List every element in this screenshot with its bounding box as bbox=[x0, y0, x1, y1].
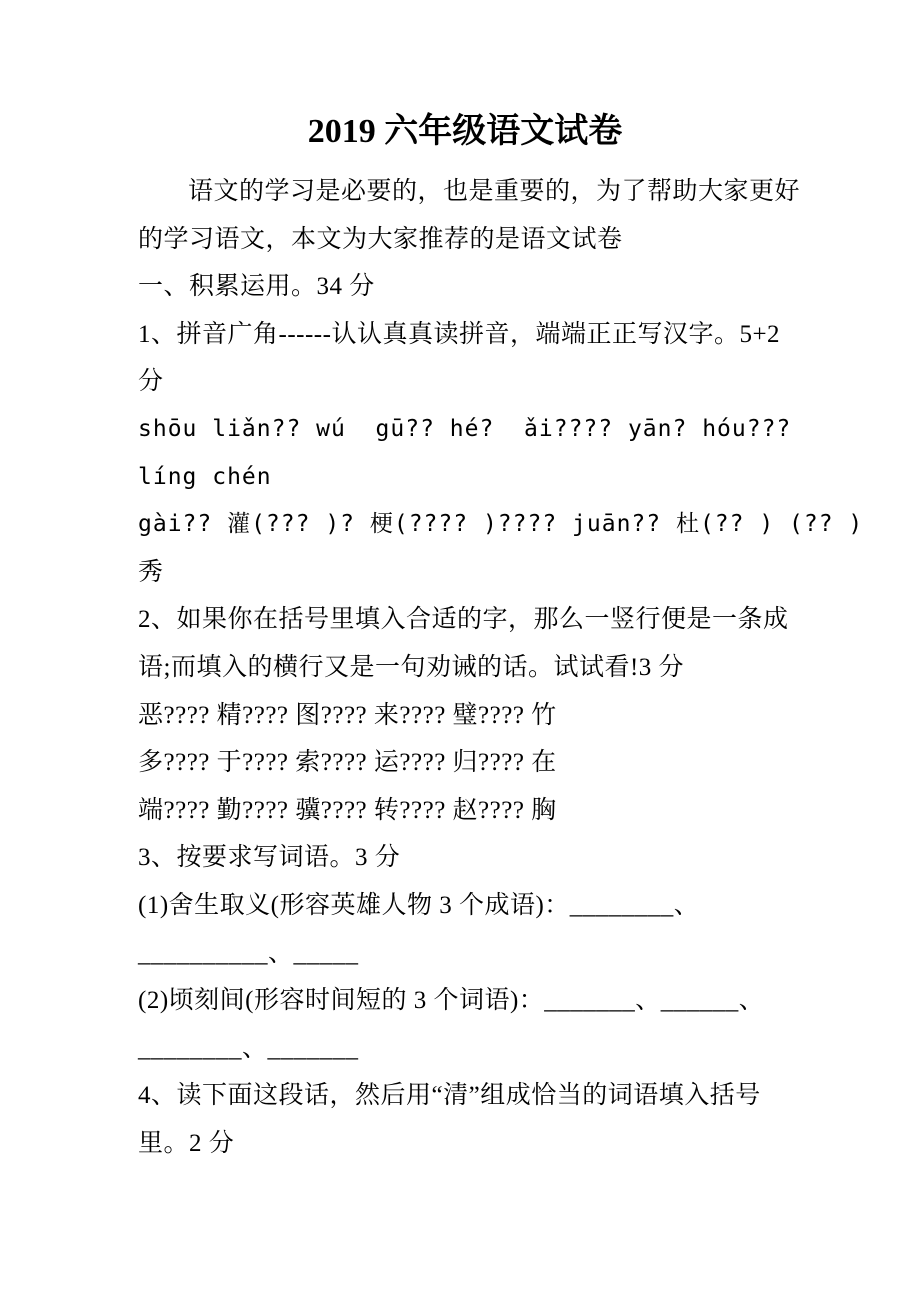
q1-answer-row-2: 秀 bbox=[138, 558, 164, 586]
q3-part1-line-2: __________、_____ bbox=[138, 939, 359, 967]
section-1-heading: 一、积累运用。34 分 bbox=[138, 273, 375, 301]
q1-pinyin-row-1: shōu liǎn?? wú gū?? hé? ǎi???? yān? hóu??? bbox=[138, 415, 792, 442]
intro-line-2: 的学习语文，本文为大家推荐的是语文试卷 bbox=[138, 225, 623, 253]
q2-grid-row-3: 端???? 勤???? 骥???? 转???? 赵???? 胸 bbox=[138, 796, 557, 824]
q2-grid-row-2: 多???? 于???? 索???? 运???? 归???? 在 bbox=[138, 749, 557, 777]
q1-prompt-line-2: 分 bbox=[138, 368, 164, 396]
page-title: 2019 六年级语文试卷 bbox=[307, 113, 623, 150]
intro-line-1: 语文的学习是必要的，也是重要的，为了帮助大家更好 bbox=[188, 178, 801, 205]
q2-grid-row-1: 恶???? 精???? 图???? 来???? 璧???? 竹 bbox=[138, 701, 557, 729]
q3-part1-line-1: (1)舍生取义(形容英雄人物 3 个成语)：________、 bbox=[138, 891, 700, 919]
q3-part2-line-2: ________、_______ bbox=[138, 1034, 359, 1062]
q3-part2-line-1: (2)顷刻间(形容时间短的 3 个词语)：_______、______、 bbox=[138, 987, 765, 1015]
q4-prompt-line-2: 里。2 分 bbox=[138, 1129, 235, 1157]
q1-prompt-line-1: 1、拼音广角------认认真真读拼音，端端正正写汉字。5+2 bbox=[138, 320, 781, 348]
q2-prompt-line-1: 2、如果你在括号里填入合适的字，那么一竖行便是一条成 bbox=[138, 606, 789, 634]
q1-answer-row-1: gài?? 灌(??? )? 梗(???? )???? juān?? 杜(?? ) (?? ) bbox=[138, 511, 864, 538]
q1-pinyin-row-2: líng chén bbox=[138, 463, 272, 490]
q4-prompt-line-1: 4、读下面这段话，然后用“清”组成恰当的词语填入括号 bbox=[138, 1082, 761, 1110]
q3-prompt: 3、按要求写词语。3 分 bbox=[138, 844, 401, 872]
q2-prompt-line-2: 语;而填入的横行又是一句劝诫的话。试试看!3 分 bbox=[138, 653, 685, 681]
